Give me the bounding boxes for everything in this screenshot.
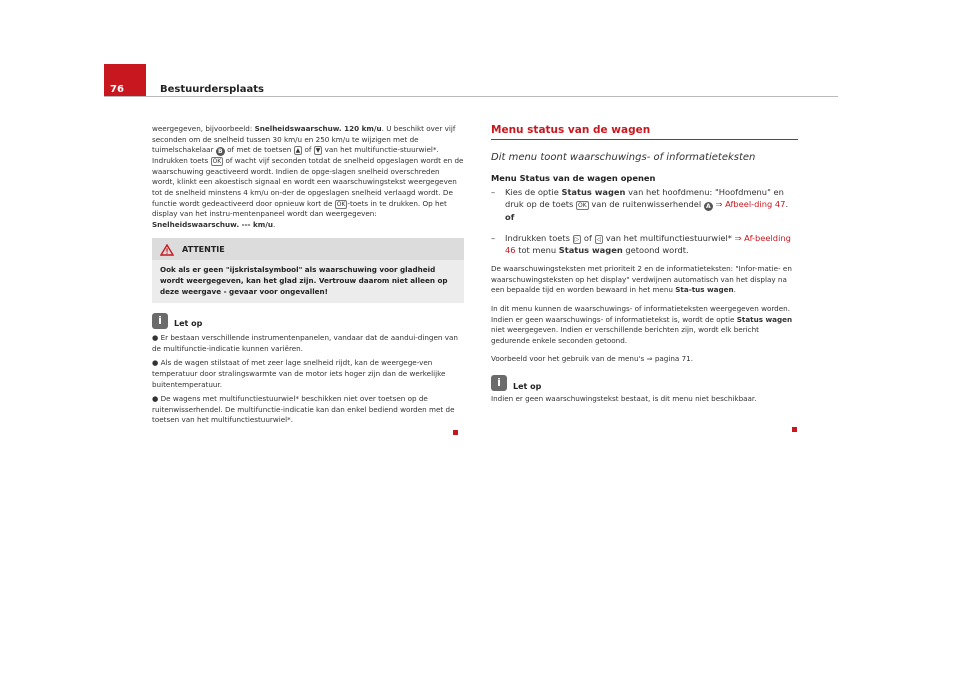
procedure-title: Menu Status van de wagen openen — [491, 173, 656, 183]
step-dash: – — [491, 187, 496, 197]
warning-triangle-icon — [160, 244, 174, 256]
down-key-icon: ▼ — [315, 147, 321, 155]
ok-key-icon: OK — [578, 202, 587, 210]
note-header — [152, 313, 464, 329]
section-end-marker — [453, 430, 458, 435]
up-key-icon: ▲ — [295, 147, 301, 155]
attention-box — [152, 238, 464, 303]
ok-key-icon: OK — [212, 158, 222, 166]
right-key-icon: ▷ — [574, 235, 580, 243]
attention-title: ATTENTIE — [182, 245, 225, 255]
procedure-step: – Indrukken toets ▷ of ◁ van het multifunctiestuurwiel* ⇒ Af-beelding 46 tot menu Status wagen getoond wordt. — [491, 232, 791, 255]
section-title: Menu status van de wagen — [491, 124, 798, 140]
note-header — [491, 375, 798, 391]
figure-link[interactable]: ⇒ Af-beelding 46 — [505, 232, 791, 255]
section-header: Bestuurdersplaats — [160, 84, 264, 95]
page-reference: Voorbeeld voor het gebruik van de menu's ⇒ pagina 71. — [491, 354, 694, 364]
info-icon: i — [152, 313, 168, 329]
speed-warning-paragraph: weergegeven, bijvoorbeeld: Snelheidswaarschuw. 120 km/u. U beschikt over vijf seconden om de snelheid tussen 30 km/u en 250 km/u te wijzigen met de tuimelschakelaar B of met de toetsen ▲ of ▼ van het multifunctie-stuurwiel*. Indrukken toets OK of wacht vijf seconden totdat de snelheid opgeslagen wordt en de waarschuwing geactiveerd wordt. Indien de opge-slagen snelheid overschreden wordt, klinkt een akoestisch signaal en wordt een waarschuwingstekst weergegeven tot de snelheid minstens 4 km/u on-der de opgeslagen snelheid verlaagd wordt. De functie wordt gedeactiveerd door opnieuw kort de OK -toets in te drukken. Op het display van het instru-mentenpaneel wordt dan weergegeven: Snelheidswaarschuw. --- km/u. — [152, 124, 464, 229]
note-item: ● Als de wagen stilstaat of met zeer lage snelheid rijdt, kan de weergege-ven temperatuur door stralingswarmte van de motor iets hoger zijn dan de werkelijke buitentemperatuur. — [152, 358, 446, 389]
bullet-icon: ● — [152, 394, 159, 404]
note-text: Indien er geen waarschuwingstekst bestaat, is dit menu niet beschikbaar. — [491, 393, 757, 403]
note-item: ● De wagens met multifunctiestuurwiel* beschikken niet over toetsen op de ruitenwisserhendel. De multifunctie-indicatie kan dan enkel bediend worden met de toetsen van het multifunctiestuurwiel*. — [152, 394, 455, 425]
page-number: 76 — [110, 84, 124, 95]
attention-text: Ook als er geen "ijskristalsymbool" als waarschuwing voor gladheid wordt weergegeven, kan het glad zijn. Vertrouw daarom niet alleen op deze weergave - gevaar voor ongevallen! — [160, 265, 448, 296]
ok-key-icon: OK — [336, 200, 346, 208]
left-column — [152, 124, 464, 430]
note-title: Let op — [174, 318, 203, 328]
bullet-icon: ● — [152, 333, 159, 343]
note-item: ● Er bestaan verschillende instrumentenpanelen, vandaar dat de aandui-dingen van de multifunctie-indicatie kunnen variëren. — [152, 333, 458, 353]
lever-a-icon: A — [704, 202, 713, 211]
left-key-icon: ◁ — [596, 235, 602, 243]
note-title: Let op — [513, 381, 542, 391]
figure-link[interactable]: ⇒ Afbeel-ding 47 — [715, 199, 786, 210]
procedure-step: – Kies de optie Status wagen van het hoofdmenu: "Hoofdmenu" en druk op de toets OK van de ruitenwisserhendel A ⇒ Afbeel-ding 47. of — [491, 187, 789, 223]
rocker-switch-b-icon: B — [216, 147, 225, 156]
info-icon: i — [491, 375, 507, 391]
section-subtitle: Dit menu toont waarschuwings- of informatieteksten — [491, 152, 756, 163]
bullet-icon: ● — [152, 358, 159, 368]
body-paragraph: In dit menu kunnen de waarschuwings- of informatieteksten weergegeven worden. Indien er geen waarschuwings- of informatietekst is, wordt de optie Status wagen niet weergegeven. Indien er verschillende berichten zijn, wordt elk bericht gedurende enkele seconden getoond. — [491, 303, 793, 345]
right-column — [491, 124, 798, 405]
section-end-marker — [792, 427, 797, 432]
header-divider — [104, 96, 838, 97]
attention-header — [152, 238, 464, 260]
step-dash: – — [491, 232, 496, 243]
body-paragraph: De waarschuwingsteksten met prioriteit 2 en de informatieteksten: "Infor-matie- en waarschuwingsteksten op het display" verdwijnen automatisch van het display na een bepaalde tijd en worden bewaard in het menu Sta-tus wagen. — [491, 264, 792, 295]
note-list — [152, 333, 464, 426]
